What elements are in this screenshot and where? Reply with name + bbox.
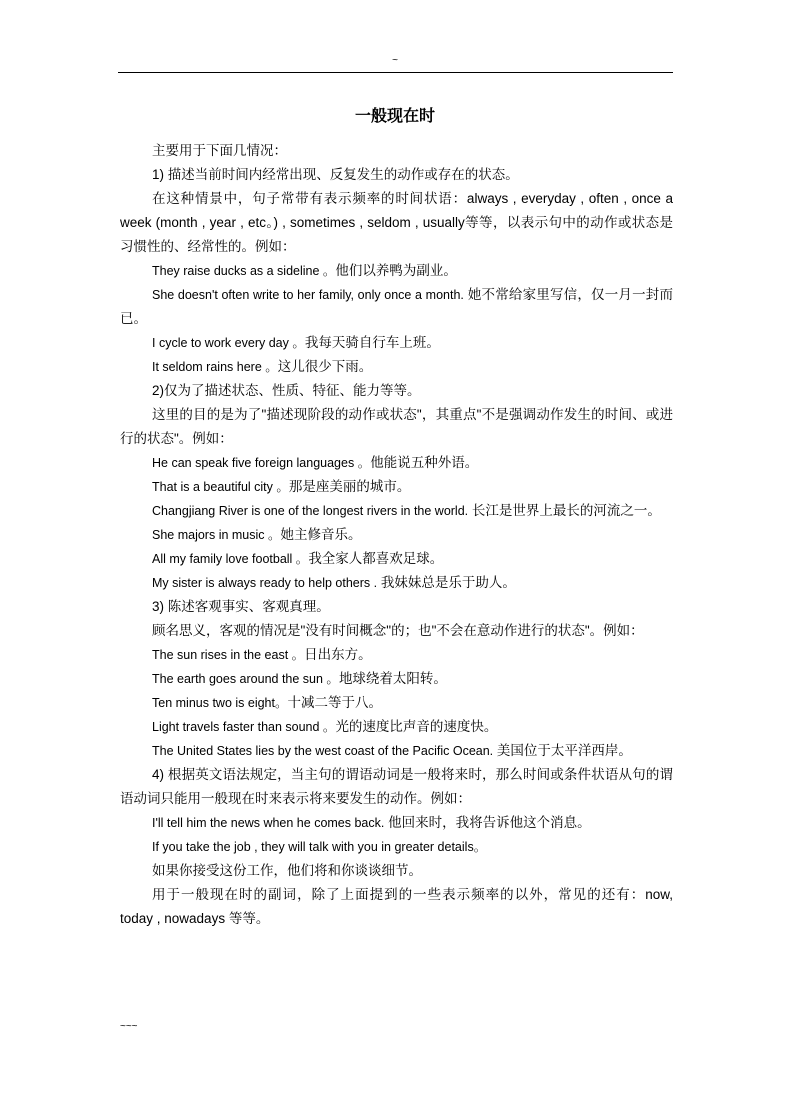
example-sentence [120, 715, 673, 739]
paragraph: 2)仅为了描述状态、性质、特征、能力等等。 [152, 383, 421, 398]
example-sentence [120, 571, 673, 595]
example-sentence [120, 739, 673, 763]
paragraph: 这里的目的是为了"描述现阶段的动作或状态"，其重点"不是强调动作发生的时间、或进行的状态"。例如： [120, 407, 673, 446]
example-translation: 她不常给家里写信，仅一月一封而已。 [120, 287, 673, 326]
example-english: He can speak five foreign languages 。 [152, 456, 371, 470]
example-english: All my family love football 。 [152, 552, 309, 566]
example-translation: 那是座美丽的城市。 [288, 479, 411, 494]
example-translation: 他们以养鸭为副业。 [335, 263, 457, 278]
paragraph: 在这种情景中，句子常带有表示频率的时间状语：always , everyday , often , once a week (month , year , etc。) , sometimes , seldom , usually等等，以表示句中的动作或状态是习惯性的、经常性的。例如： [120, 191, 673, 254]
example-sentence [120, 811, 673, 835]
example-sentence [120, 691, 673, 715]
paragraph: 用于一般现在时的副词，除了上面提到的一些表示频率的以外，常见的还有：now, today , nowadays 等等。 [120, 887, 673, 926]
example-translation: 长江是世界上最长的河流之一。 [468, 503, 661, 518]
example-translation: 我全家人都喜欢足球。 [308, 551, 444, 566]
example-english: The earth goes around the sun 。 [152, 672, 339, 686]
example-translation: 十减二等于八。 [287, 695, 382, 710]
footer-mark: ~~~ [120, 1021, 138, 1032]
example-translation: 日出东方。 [304, 647, 372, 662]
example-english: I cycle to work every day 。 [152, 336, 305, 350]
example-sentence [120, 355, 673, 379]
example-english: The sun rises in the east 。 [152, 648, 305, 662]
example-translation: 这儿很少下雨。 [277, 359, 373, 374]
paragraph: 如果你接受这份工作，他们将和你谈谈细节。 [152, 863, 422, 878]
example-translation: 我每天骑自行车上班。 [304, 335, 440, 350]
example-sentence [120, 283, 673, 331]
example-english: She majors in music 。 [152, 528, 281, 542]
example-english: Changjiang River is one of the longest rivers in the world. [152, 504, 469, 518]
example-english: She doesn't often write to her family, only once a month. [152, 288, 464, 302]
example-translation: 美国位于太平洋西岸。 [493, 743, 632, 758]
example-sentence [120, 835, 673, 859]
example-english: That is a beautiful city 。 [152, 480, 289, 494]
example-english: They raise ducks as a sideline 。 [152, 264, 336, 278]
example-sentence [120, 259, 673, 283]
example-english: I'll tell him the news when he comes back. [152, 816, 385, 830]
example-translation: 他能说五种外语。 [370, 455, 479, 470]
example-english: If you take the job , they will talk with you in greater details。 [152, 840, 487, 854]
example-english: My sister is always ready to help others . [152, 576, 378, 590]
example-translation: 她主修音乐。 [280, 527, 362, 542]
example-translation: 地球绕着太阳转。 [338, 671, 447, 686]
example-sentence [120, 667, 673, 691]
paragraph: 1) 描述当前时间内经常出现、反复发生的动作或存在的状态。 [152, 167, 519, 182]
example-translation: 他回来时，我将告诉他这个消息。 [384, 815, 591, 830]
example-sentence [120, 643, 673, 667]
paragraph: 3) 陈述客观事实、客观真理。 [152, 599, 330, 614]
example-sentence [120, 475, 673, 499]
example-english: Light travels faster than sound 。 [152, 720, 336, 734]
paragraph: 4) 根据英文语法规定，当主句的谓语动词是一般将来时，那么时间或条件状语从句的谓语动词只能用一般现在时来表示将来要发生的动作。例如： [120, 767, 673, 806]
document-body [120, 139, 673, 931]
example-translation: 光的速度比声音的速度快。 [335, 719, 498, 734]
example-english: It seldom rains here 。 [152, 360, 278, 374]
page-title: 一般现在时 [354, 108, 435, 125]
example-translation: 我妹妹总是乐于助人。 [377, 575, 516, 590]
paragraph: 顾名思义，客观的情况是"没有时间概念"的；也"不会在意动作进行的状态"。例如： [152, 623, 644, 638]
example-english: The United States lies by the west coast of the Pacific Ocean. [152, 744, 494, 758]
example-english: Ten minus two is eight。 [152, 696, 288, 710]
example-sentence [120, 547, 673, 571]
example-sentence [120, 499, 673, 523]
example-sentence [120, 451, 673, 475]
example-sentence [120, 331, 673, 355]
example-sentence [120, 523, 673, 547]
paragraph: 主要用于下面几情况： [152, 143, 287, 158]
header-mark: ~ [392, 55, 398, 66]
header-rule [118, 72, 673, 73]
